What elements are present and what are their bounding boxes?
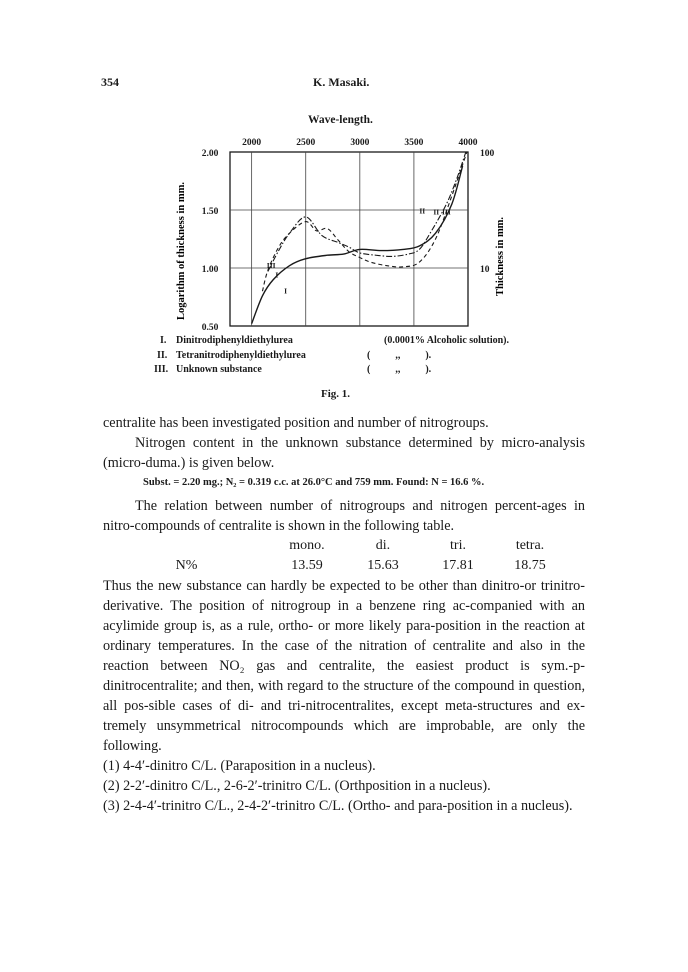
running-head: K. Masaki. [313, 75, 370, 89]
analysis-line: Subst. = 2.20 mg.; N₂ = 0.319 c.c. at 26.0°C and 759 mm. Found: N = 16.6 %. [143, 477, 485, 488]
curve-annotation: II [419, 206, 426, 216]
list-item: (3) 2-4-4′-trinitro C/L., 2-4-2′-trinitro C/L. (Ortho- and para-position in a nucleus). [103, 798, 573, 814]
curve-annotation: II [433, 207, 440, 217]
table-corner [103, 536, 270, 556]
legend-note: ( ,, ). [367, 350, 432, 361]
table-header: tri. [450, 538, 466, 553]
curve-annotation: I [284, 286, 288, 296]
nitrogen-table [103, 536, 566, 576]
legend-note: (0.0001% Alcoholic solution). [384, 335, 510, 346]
paragraph: centralite has been investigated position and number of nitrogroups. [103, 415, 489, 431]
x-tick-label: 2000 [242, 138, 262, 148]
y-tick-label: 2.00 [201, 149, 219, 159]
curve-annotation: I [275, 270, 279, 280]
y-tick-label: 1.50 [201, 207, 219, 217]
paragraph: The relation between number of nitrogroups and nitrogen percent-ages in nitro-compounds of centralite is shown in the following table. [103, 498, 585, 534]
chart-title: Wave-length. [308, 114, 373, 126]
list-item: (2) 2-2′-dinitro C/L., 2-6-2′-trinitro C/L. (Orthposition in a nucleus). [103, 778, 491, 794]
body-text [103, 413, 585, 816]
curve-annotation: III [266, 261, 276, 270]
y2-tick-label: 10 [480, 265, 490, 275]
figure-caption: Fig. 1. [321, 388, 351, 400]
legend-note: ( ,, ). [367, 364, 432, 375]
series-line-II [262, 152, 466, 291]
y-axis-label: Logarithm of thickness in mm. [176, 182, 187, 320]
table-cell: 13.59 [291, 558, 323, 573]
table-header: di. [375, 538, 391, 553]
y-tick-label: 1.00 [201, 265, 219, 275]
plot-frame [230, 152, 468, 326]
chart-ticks [202, 138, 495, 333]
chart-grid [230, 152, 468, 326]
table-header: mono. [289, 538, 325, 553]
y2-axis-label: Thickness in mm. [495, 216, 506, 296]
legend-name: Tetranitrodiphenyldiethylurea [176, 350, 306, 361]
absorption-chart [150, 128, 530, 340]
chart-series [252, 152, 467, 324]
x-tick-label: 3500 [404, 138, 424, 148]
table-cell: 18.75 [514, 558, 546, 573]
x-tick-label: 3000 [350, 138, 370, 148]
y-tick-label: 0.50 [201, 323, 219, 333]
x-tick-label: 4000 [458, 138, 478, 148]
legend-name: Dinitrodiphenyldiethylurea [176, 335, 293, 346]
table-cell: 17.81 [442, 558, 474, 573]
paragraph: Nitrogen content in the unknown substance determined by micro-analysis (micro-duma.) is given below. [103, 435, 585, 471]
legend-num: I. [160, 335, 167, 346]
list-item: (1) 4-4′-dinitro C/L. (Paraposition in a nucleus). [103, 758, 376, 774]
legend-name: Unknown substance [176, 364, 262, 375]
legend-num: III. [154, 364, 169, 375]
table-header: tetra. [515, 538, 545, 553]
table-row-label: N% [175, 558, 198, 573]
page-number: 354 [101, 75, 119, 89]
paragraph: Thus the new substance can hardly be expected to be other than dinitro-or trinitro-derivative. The position of nitrogroup in a benzene ring ac-companied with an acylimide group is, as a rule, ortho- or more likely para-position in the reaction at ordinary temperatures. In the case of the nitration of centralite and also in the reaction between NO₂ gas and centralite, the easiest product is sym.-p-dinitrocentralite; and then, with regard to the structure of the compound in question, all pos-sible cases of di- and tri-nitrocentralites, except meta-structures and ex-tremely unsymmetrical nitrocompounds which are improbable, are only the following. [103, 578, 585, 754]
series-line-I [252, 166, 463, 324]
curve-annotation: III [442, 207, 451, 217]
table-cell: 15.63 [367, 558, 399, 573]
x-tick-label: 2500 [296, 138, 316, 148]
legend-num: II. [157, 350, 168, 361]
y2-tick-label: 100 [480, 149, 495, 159]
